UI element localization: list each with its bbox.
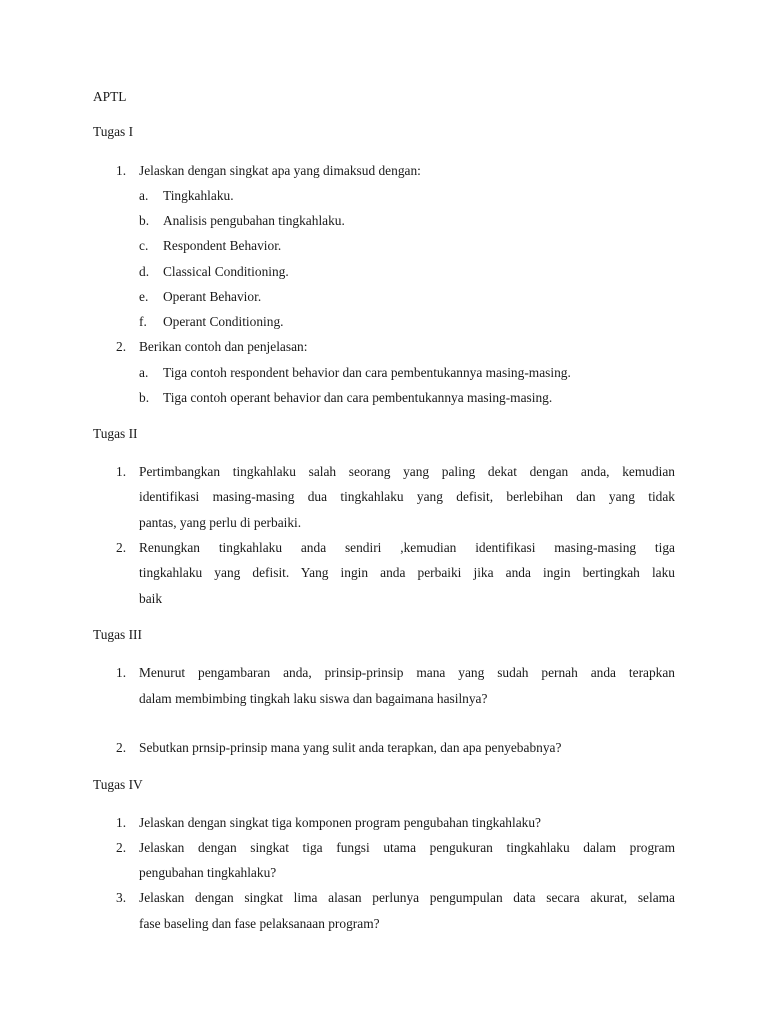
question-text: Jelaskan dengan singkat apa yang dimaksud dengan: (139, 163, 421, 178)
sub-item-label: b. (139, 213, 150, 228)
section-heading-tugas-2: Tugas II (93, 426, 138, 441)
question-text-line: Renungkan tingkahlaku anda sendiri ,kemudian identifikasi masing-masing tiga (139, 540, 675, 555)
question-text-line: identifikasi masing-masing dua tingkahlaku yang defisit, berlebihan dan yang tidak (139, 489, 675, 504)
sub-item-text: Classical Conditioning. (163, 264, 289, 279)
question-number: 2. (116, 840, 127, 855)
question-text-line: Jelaskan dengan singkat tiga fungsi utama pengukuran tingkahlaku dalam program (139, 840, 675, 855)
sub-item-text: Tiga contoh respondent behavior dan cara pembentukannya masing-masing. (163, 365, 571, 380)
question-text-line: baik (139, 591, 163, 606)
question-number: 2. (116, 339, 127, 354)
question-number: 2. (116, 740, 127, 755)
sub-item-label: d. (139, 264, 150, 279)
sub-item-label: c. (139, 238, 149, 253)
sub-item-text: Respondent Behavior. (163, 238, 282, 253)
question-number: 1. (116, 464, 127, 479)
sub-item-label: e. (139, 289, 149, 304)
question-text-line: dalam membimbing tingkah laku siswa dan bagaimana hasilnya? (139, 691, 488, 706)
question-text-line: fase baseling dan fase pelaksanaan program? (139, 916, 380, 931)
section-heading-tugas-4: Tugas IV (93, 777, 143, 792)
question-text-line: tingkahlaku yang defisit. Yang ingin anda perbaiki jika anda ingin bertingkah laku (139, 565, 675, 580)
sub-item-label: a. (139, 188, 149, 203)
sub-item-text: Operant Conditioning. (163, 314, 284, 329)
question-text-line: Pertimbangkan tingkahlaku salah seorang yang paling dekat dengan anda, kemudian (139, 464, 675, 479)
sub-item-text: Analisis pengubahan tingkahlaku. (163, 213, 345, 228)
sub-item-text: Tingkahlaku. (163, 188, 234, 203)
question-text-line: Jelaskan dengan singkat lima alasan perlunya pengumpulan data secara akurat, selama (139, 890, 675, 905)
question-text: Berikan contoh dan penjelasan: (139, 339, 308, 354)
question-text-line: Menurut pengambaran anda, prinsip-prinsip mana yang sudah pernah anda terapkan (139, 665, 675, 680)
question-number: 1. (116, 815, 127, 830)
question-text-line: pengubahan tingkahlaku? (139, 865, 277, 880)
section-heading-tugas-3: Tugas III (93, 627, 142, 642)
sub-item-text: Tiga contoh operant behavior dan cara pembentukannya masing-masing. (163, 390, 553, 405)
question-text: Sebutkan prnsip-prinsip mana yang sulit anda terapkan, dan apa penyebabnya? (139, 740, 562, 755)
question-number: 2. (116, 540, 127, 555)
question-number: 1. (116, 665, 127, 680)
question-text-line: pantas, yang perlu di perbaiki. (139, 515, 302, 530)
question-text: Jelaskan dengan singkat tiga komponen program pengubahan tingkahlaku? (139, 815, 541, 830)
sub-item-text: Operant Behavior. (163, 289, 262, 304)
doc-title: APTL (93, 89, 127, 104)
sub-item-label: b. (139, 390, 150, 405)
sub-item-label: f. (139, 314, 147, 329)
section-heading-tugas-1: Tugas I (93, 124, 134, 139)
sub-item-label: a. (139, 365, 149, 380)
question-number: 1. (116, 163, 127, 178)
question-number: 3. (116, 890, 127, 905)
